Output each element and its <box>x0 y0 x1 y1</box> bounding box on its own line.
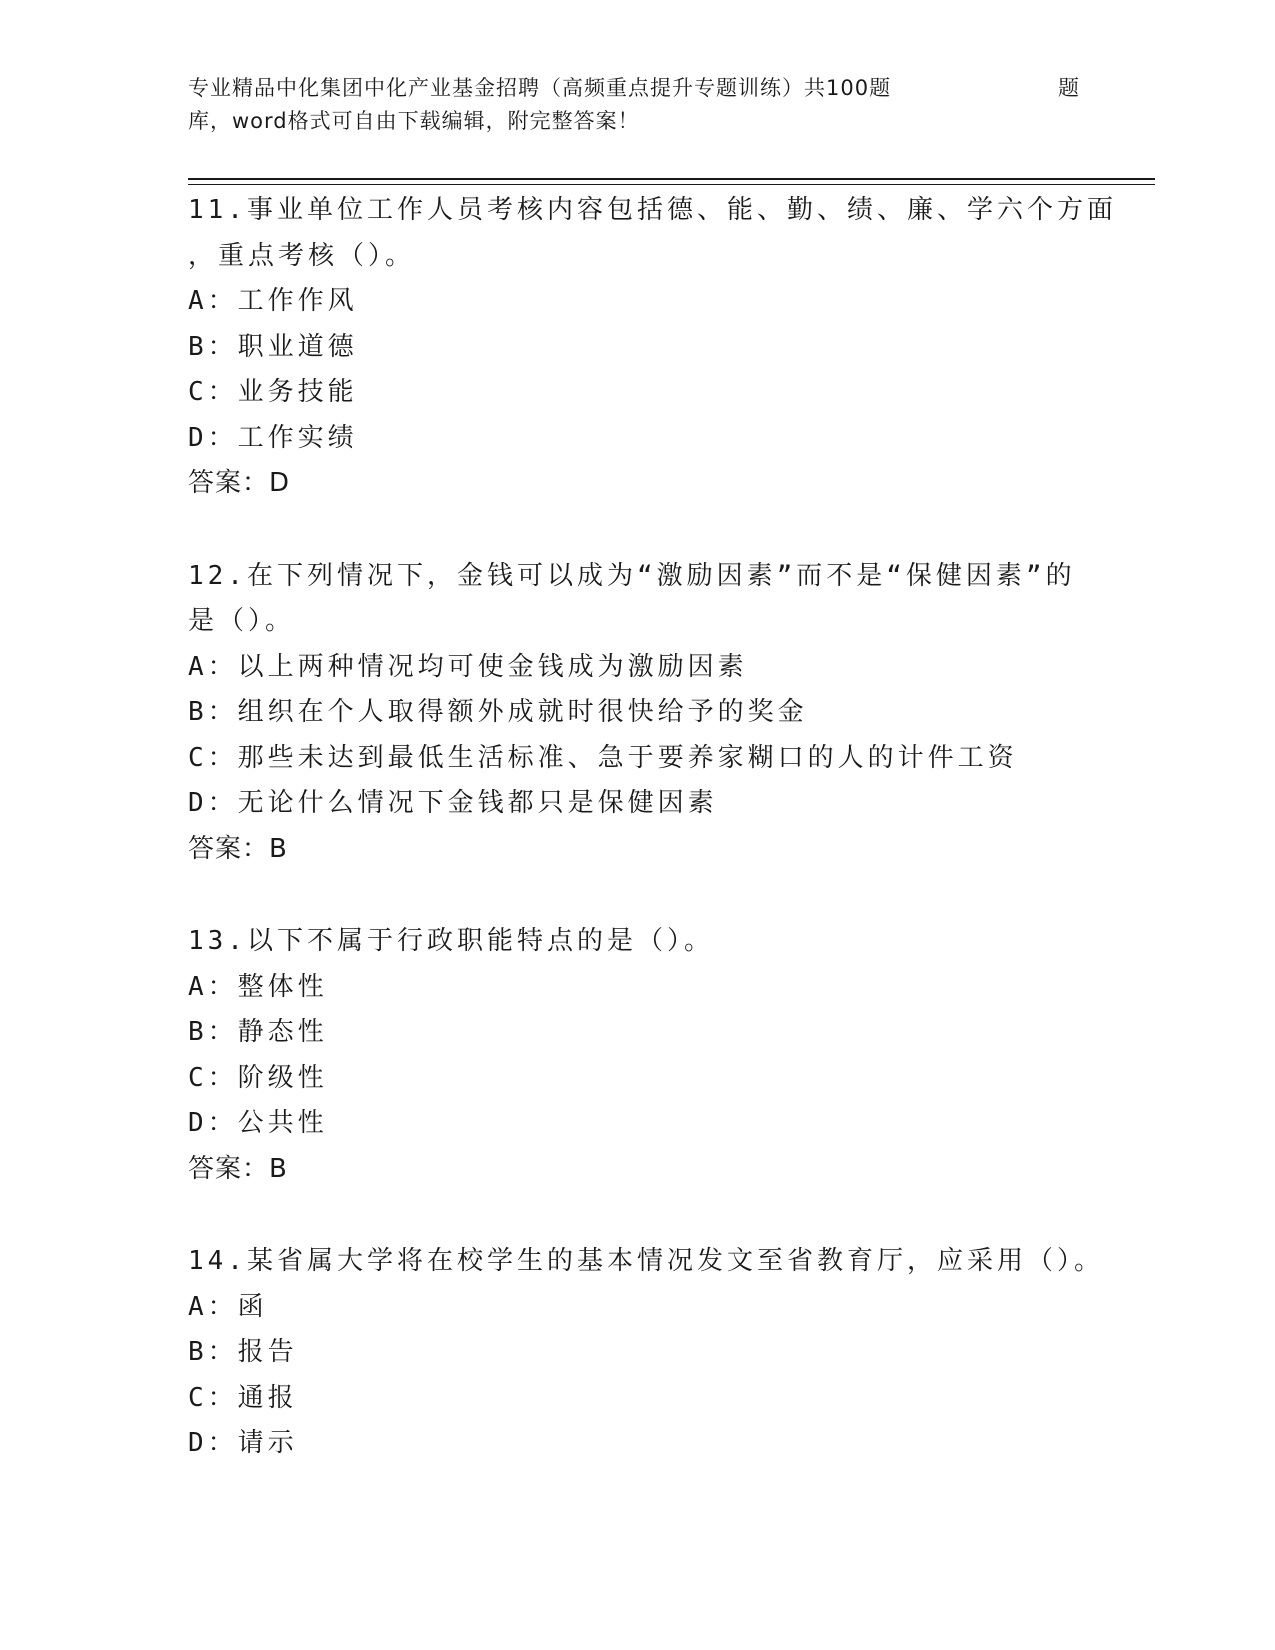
question-12 <box>188 554 1088 873</box>
question-14 <box>188 1239 1104 1467</box>
question-11 <box>188 188 1117 507</box>
header-line-2: 库，word格式可自由下载编辑，附完整答案！ <box>188 109 640 133</box>
header-title-text: 专业精品中化集团中化产业基金招聘（高频重点提升专题训练）共100题 <box>188 76 892 100</box>
header-line-1 <box>188 72 1088 105</box>
question-stem: 12.在下列情况下，金钱可以成为“激励因素”而不是“保健因素”的 <box>188 560 1076 591</box>
option-c: C：那些未达到最低生活标准、急于要养家糊口的人的计件工资 <box>188 742 1018 773</box>
option-d: D：公共性 <box>188 1108 328 1138</box>
question-stem: 14.某省属大学将在校学生的基本情况发文至省教育厅，应采用（）。 <box>188 1246 1104 1276</box>
option-a: A：函 <box>188 1291 268 1322</box>
option-a: A：以上两种情况均可使金钱成为激励因素 <box>188 651 748 682</box>
option-d: D：工作实绩 <box>188 422 358 453</box>
option-d: D：无论什么情况下金钱都只是保健因素 <box>188 788 718 818</box>
answer: 答案：B <box>188 833 288 864</box>
option-d: D：请示 <box>188 1428 298 1458</box>
header-title-tail: 题 <box>1058 76 1080 100</box>
header-divider-thick <box>188 178 1155 180</box>
option-c: C：业务技能 <box>188 377 358 407</box>
option-a: A：工作作风 <box>188 286 358 316</box>
question-stem-continued: ，重点考核（）。 <box>188 240 416 271</box>
question-13 <box>188 919 1088 1192</box>
option-b: B：报告 <box>188 1337 298 1367</box>
option-b: B：职业道德 <box>188 331 358 362</box>
option-c: C：阶级性 <box>188 1062 328 1093</box>
answer: 答案：D <box>188 468 291 498</box>
answer: 答案：B <box>188 1153 288 1184</box>
question-stem: 11.事业单位工作人员考核内容包括德、能、勤、绩、廉、学六个方面 <box>188 195 1117 225</box>
option-b: B：组织在个人取得额外成就时很快给予的奖金 <box>188 697 808 727</box>
question-list <box>188 188 1117 1514</box>
document-header <box>188 72 1088 138</box>
option-b: B：静态性 <box>188 1017 328 1047</box>
option-c: C：通报 <box>188 1382 298 1413</box>
option-a: A：整体性 <box>188 971 328 1002</box>
question-stem-continued: 是（）。 <box>188 606 296 636</box>
header-divider-thin <box>188 184 1155 185</box>
question-stem: 13.以下不属于行政职能特点的是（）。 <box>188 926 714 956</box>
